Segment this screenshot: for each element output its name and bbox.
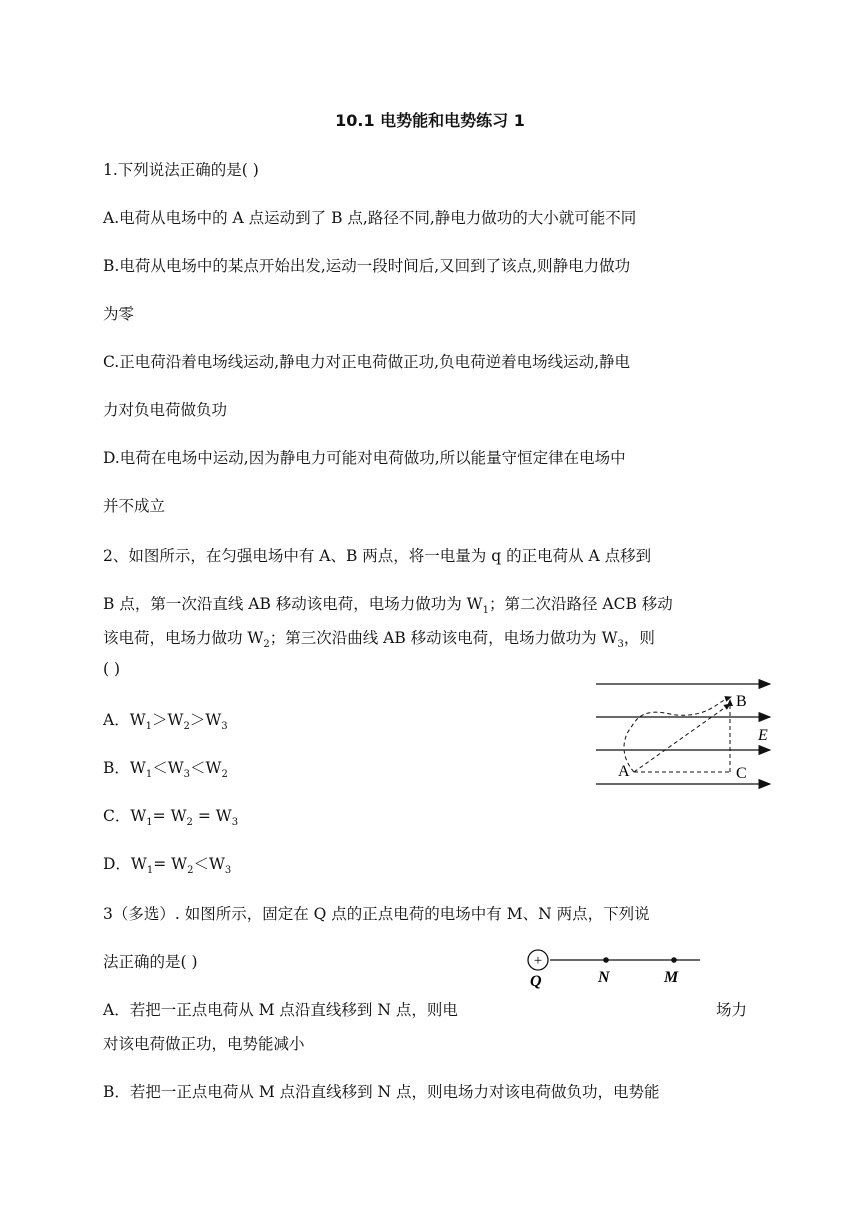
q3-stem-line2: 法正确的是( ) [103, 953, 198, 971]
label-n: N [598, 969, 610, 986]
label-m: M [664, 969, 679, 986]
path-straight-ab [634, 704, 730, 772]
point-m [671, 957, 677, 963]
q3-stem-line1: 3（多选）. 如图所示，固定在 Q 点的正点电荷的电场中有 M、N 两点，下列说 [103, 905, 650, 923]
label-e: E [758, 727, 768, 744]
q1-option-d-line1: D.电荷在电场中运动,因为静电力可能对电荷做功,所以能量守恒定律在电场中 [103, 449, 626, 467]
q3-charge-figure [518, 942, 708, 992]
q1-option-c-line1: C.正电荷沿着电场线运动,静电力对正电荷做正功,负电荷逆着电场线运动,静电 [103, 353, 631, 371]
q1-option-b-line2: 为零 [103, 305, 135, 323]
q1-stem: 1.下列说法正确的是( ) [103, 161, 259, 179]
q1-option-a: A.电荷从电场中的 A 点运动到了 B 点,路径不同,静电力做功的大小就可能不同 [103, 209, 637, 227]
label-c: C [736, 765, 747, 782]
q2-field-figure [590, 676, 780, 796]
point-n [603, 957, 609, 963]
label-b: B [736, 693, 747, 710]
plus-sign: + [533, 953, 543, 969]
q2-stem-line3: 该电荷，电场力做功 $W_2$；第三次沿曲线 AB 移动该电荷，电场力做功为 $W_3$，则 [103, 629, 655, 651]
q2-option-c: C．$W_1= W_2 = W_3$ [103, 807, 239, 829]
q2-stem-line4: ( ) [103, 660, 121, 678]
q3-option-a-line2: 对该电荷做正功，电势能减小 [103, 1035, 305, 1053]
q2-stem-line1: 2、如图所示，在匀强电场中有 A、B 两点，将一电量为 q 的正电荷从 A 点移到 [103, 547, 652, 565]
label-q: Q [530, 973, 542, 990]
q3-option-a-line1-left: A．若把一正点电荷从 M 点沿直线移到 N 点，则电 [103, 1001, 458, 1019]
q2-option-b: B．$W_1<W_3<W_2$ [103, 759, 228, 781]
q1-option-b-line1: B.电荷从电场中的某点开始出发,运动一段时间后,又回到了该点,则静电力做功 [103, 257, 631, 275]
page-title: 10.1 电势能和电势练习 1 [335, 111, 525, 130]
q2-option-d: D．$W_1= W_2<W_3$ [103, 855, 232, 877]
label-a: A [618, 763, 630, 780]
path-curve-ab [624, 697, 731, 772]
q2-stem-line2: B 点，第一次沿直线 AB 移动该电荷，电场力做功为 $W_1$；第二次沿路径 ACB 移动 [103, 595, 673, 617]
q2-option-a: A．$W_1>W_2>W_3$ [103, 711, 228, 733]
q3-option-b-line1: B．若把一正点电荷从 M 点沿直线移到 N 点，则电场力对该电荷做负功，电势能 [103, 1083, 660, 1101]
q1-option-d-line2: 并不成立 [103, 497, 166, 515]
q1-option-c-line2: 力对负电荷做负功 [103, 401, 228, 419]
q3-option-a-line1-right: 场力 [716, 1001, 748, 1019]
